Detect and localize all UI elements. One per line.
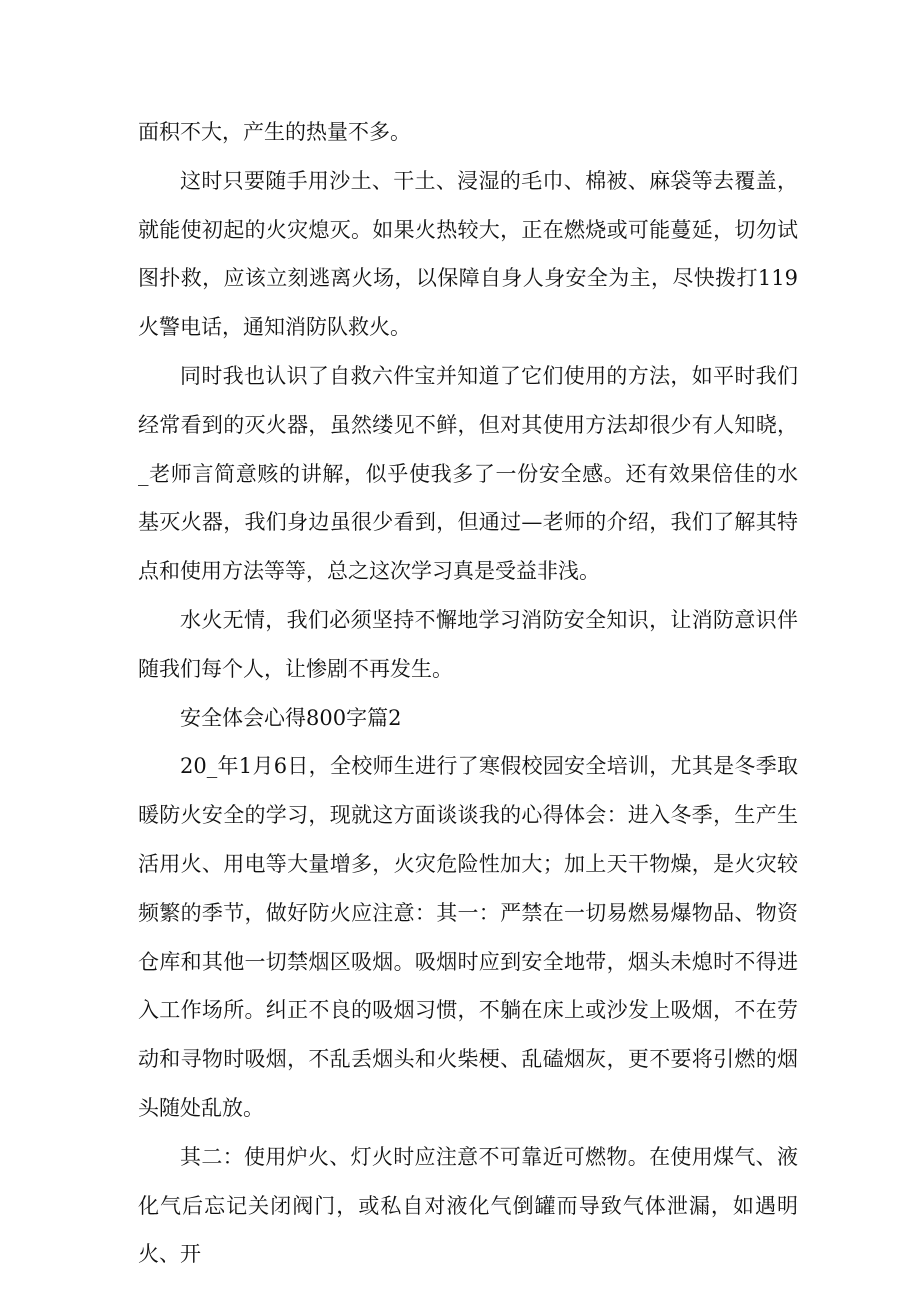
section-heading: 安全体会心得800字篇2 bbox=[180, 705, 402, 730]
paragraph-self-rescue-tools: 同时我也认识了自救六件宝并知道了它们使用的方法，如平时我们经常看到的灭火器，虽然缕见不鲜，但对其使用方法却很少有人知晓，_老师言简意赅的讲解，似乎使我多了一份安全感。还有效果倍佳的水基灭火器，我们身边虽很少看到，但通过—老师的介绍，我们了解其特点和使用方法等等，总之这次学习真是受益非浅。 bbox=[138, 363, 798, 584]
paragraph-conclusion: 水火无情，我们必须坚持不懈地学习消防安全知识，让消防意识伴随我们每个人，让惨剧不再发生。 bbox=[138, 607, 798, 681]
paragraph-continuation: 面积不大，产生的热量不多。 bbox=[138, 120, 411, 144]
paragraph-fire-extinguish: 这时只要随手用沙土、干土、浸湿的毛巾、棉被、麻袋等去覆盖，就能使初起的火灾熄灭。如果火热较大，正在燃烧或可能蔓延，切勿试图扑救，应该立刻逃离火场，以保障自身人身安全为主，尽快拨打119火警电话，通知消防队救火。 bbox=[138, 168, 798, 340]
paragraph-stove-lamp: 其二：使用炉火、灯火时应注意不可靠近可燃物。在使用煤气、液化气后忘记关闭阀门，或私自对液化气倒罐而导致气体泄漏，如遇明火、开 bbox=[138, 1144, 798, 1267]
document-body bbox=[138, 108, 798, 1279]
paragraph-winter-safety: 20_年1月6日，全校师生进行了寒假校园安全培训，尤其是冬季取暖防火安全的学习，现就这方面谈谈我的心得体会：进入冬季，生产生活用火、用电等大量增多，火灾危险性加大；加上天干物燥，是火灾较频繁的季节，做好防火应注意：其一：严禁在一切易燃易爆物品、物资仓库和其他一切禁烟区吸烟。吸烟时应到安全地带，烟头未熄时不得进入工作场所。纠正不良的吸烟习惯，不躺在床上或沙发上吸烟，不在劳动和寻物时吸烟，不乱丢烟头和火柴梗、乱磕烟灰，更不要将引燃的烟头随处乱放。 bbox=[138, 754, 798, 1120]
